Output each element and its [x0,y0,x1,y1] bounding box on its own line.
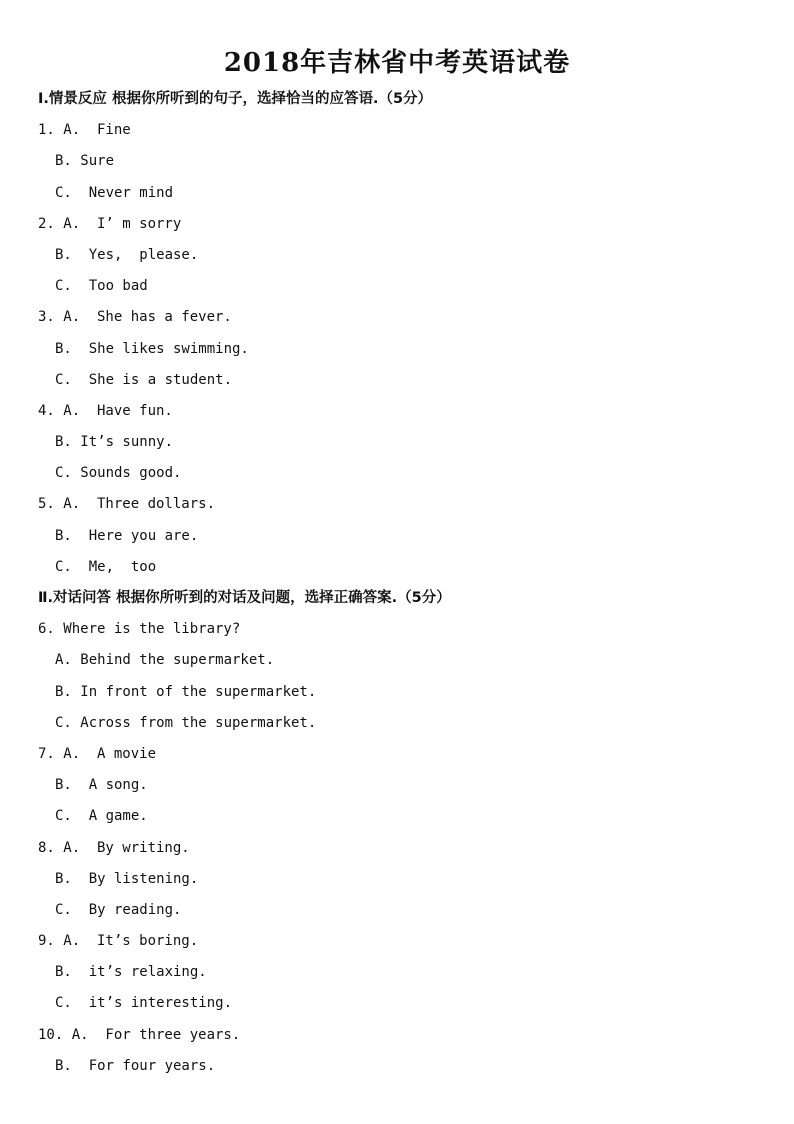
question-9-option-b: B. it’s relaxing. [55,964,207,981]
question-6-option-b: B. In front of the supermarket. [55,683,317,700]
question-6-option-c: C. Across from the supermarket. [55,714,317,731]
question-3-option-c: C. She is a student. [55,371,233,388]
question-2: 2. A. I’ m sorry [38,215,182,232]
question-9-option-c: C. it’s interesting. [55,995,233,1012]
question-6-option-a: A. Behind the supermarket. [55,652,275,669]
question-10: 10. A. For three years. [38,1026,241,1043]
question-5-option-c: C. Me, too [55,558,157,575]
question-1-option-b: B. Sure [55,153,115,170]
question-8-option-b: B. By listening. [55,870,199,887]
question-5-option-b: B. Here you are. [55,527,199,544]
question-4-option-b: B. It’s sunny. [55,434,174,451]
question-3-option-b: B. She likes swimming. [55,340,249,357]
question-4-option-c: C. Sounds good. [55,465,182,482]
page-title: 2018年吉林省中考英语试卷 [223,48,571,78]
question-4: 4. A. Have fun. [38,402,173,419]
question-1-option-c: C. Never mind [55,184,174,201]
question-6: 6. Where is the library? [38,621,241,638]
question-1: 1. A. Fine [38,122,131,139]
section-heading: Ⅰ.情景反应 根据你所听到的句子，选择恰当的应答语.（5分） [38,91,433,107]
section-heading: Ⅱ.对话问答 根据你所听到的对话及问题，选择正确答案.（5分） [38,590,451,606]
question-8-option-c: C. By reading. [55,901,182,918]
question-3: 3. A. She has a fever. [38,309,232,326]
exam-content [38,84,778,1082]
question-2-option-b: B. Yes, please. [55,246,199,263]
question-7: 7. A. A movie [38,745,157,762]
question-7-option-c: C. A game. [55,808,148,825]
question-9: 9. A. It’s boring. [38,933,199,950]
question-2-option-c: C. Too bad [55,278,148,295]
question-5: 5. A. Three dollars. [38,496,216,513]
question-7-option-b: B. A song. [55,777,148,794]
question-10-option-b: B. For four years. [55,1057,216,1074]
question-8: 8. A. By writing. [38,839,190,856]
